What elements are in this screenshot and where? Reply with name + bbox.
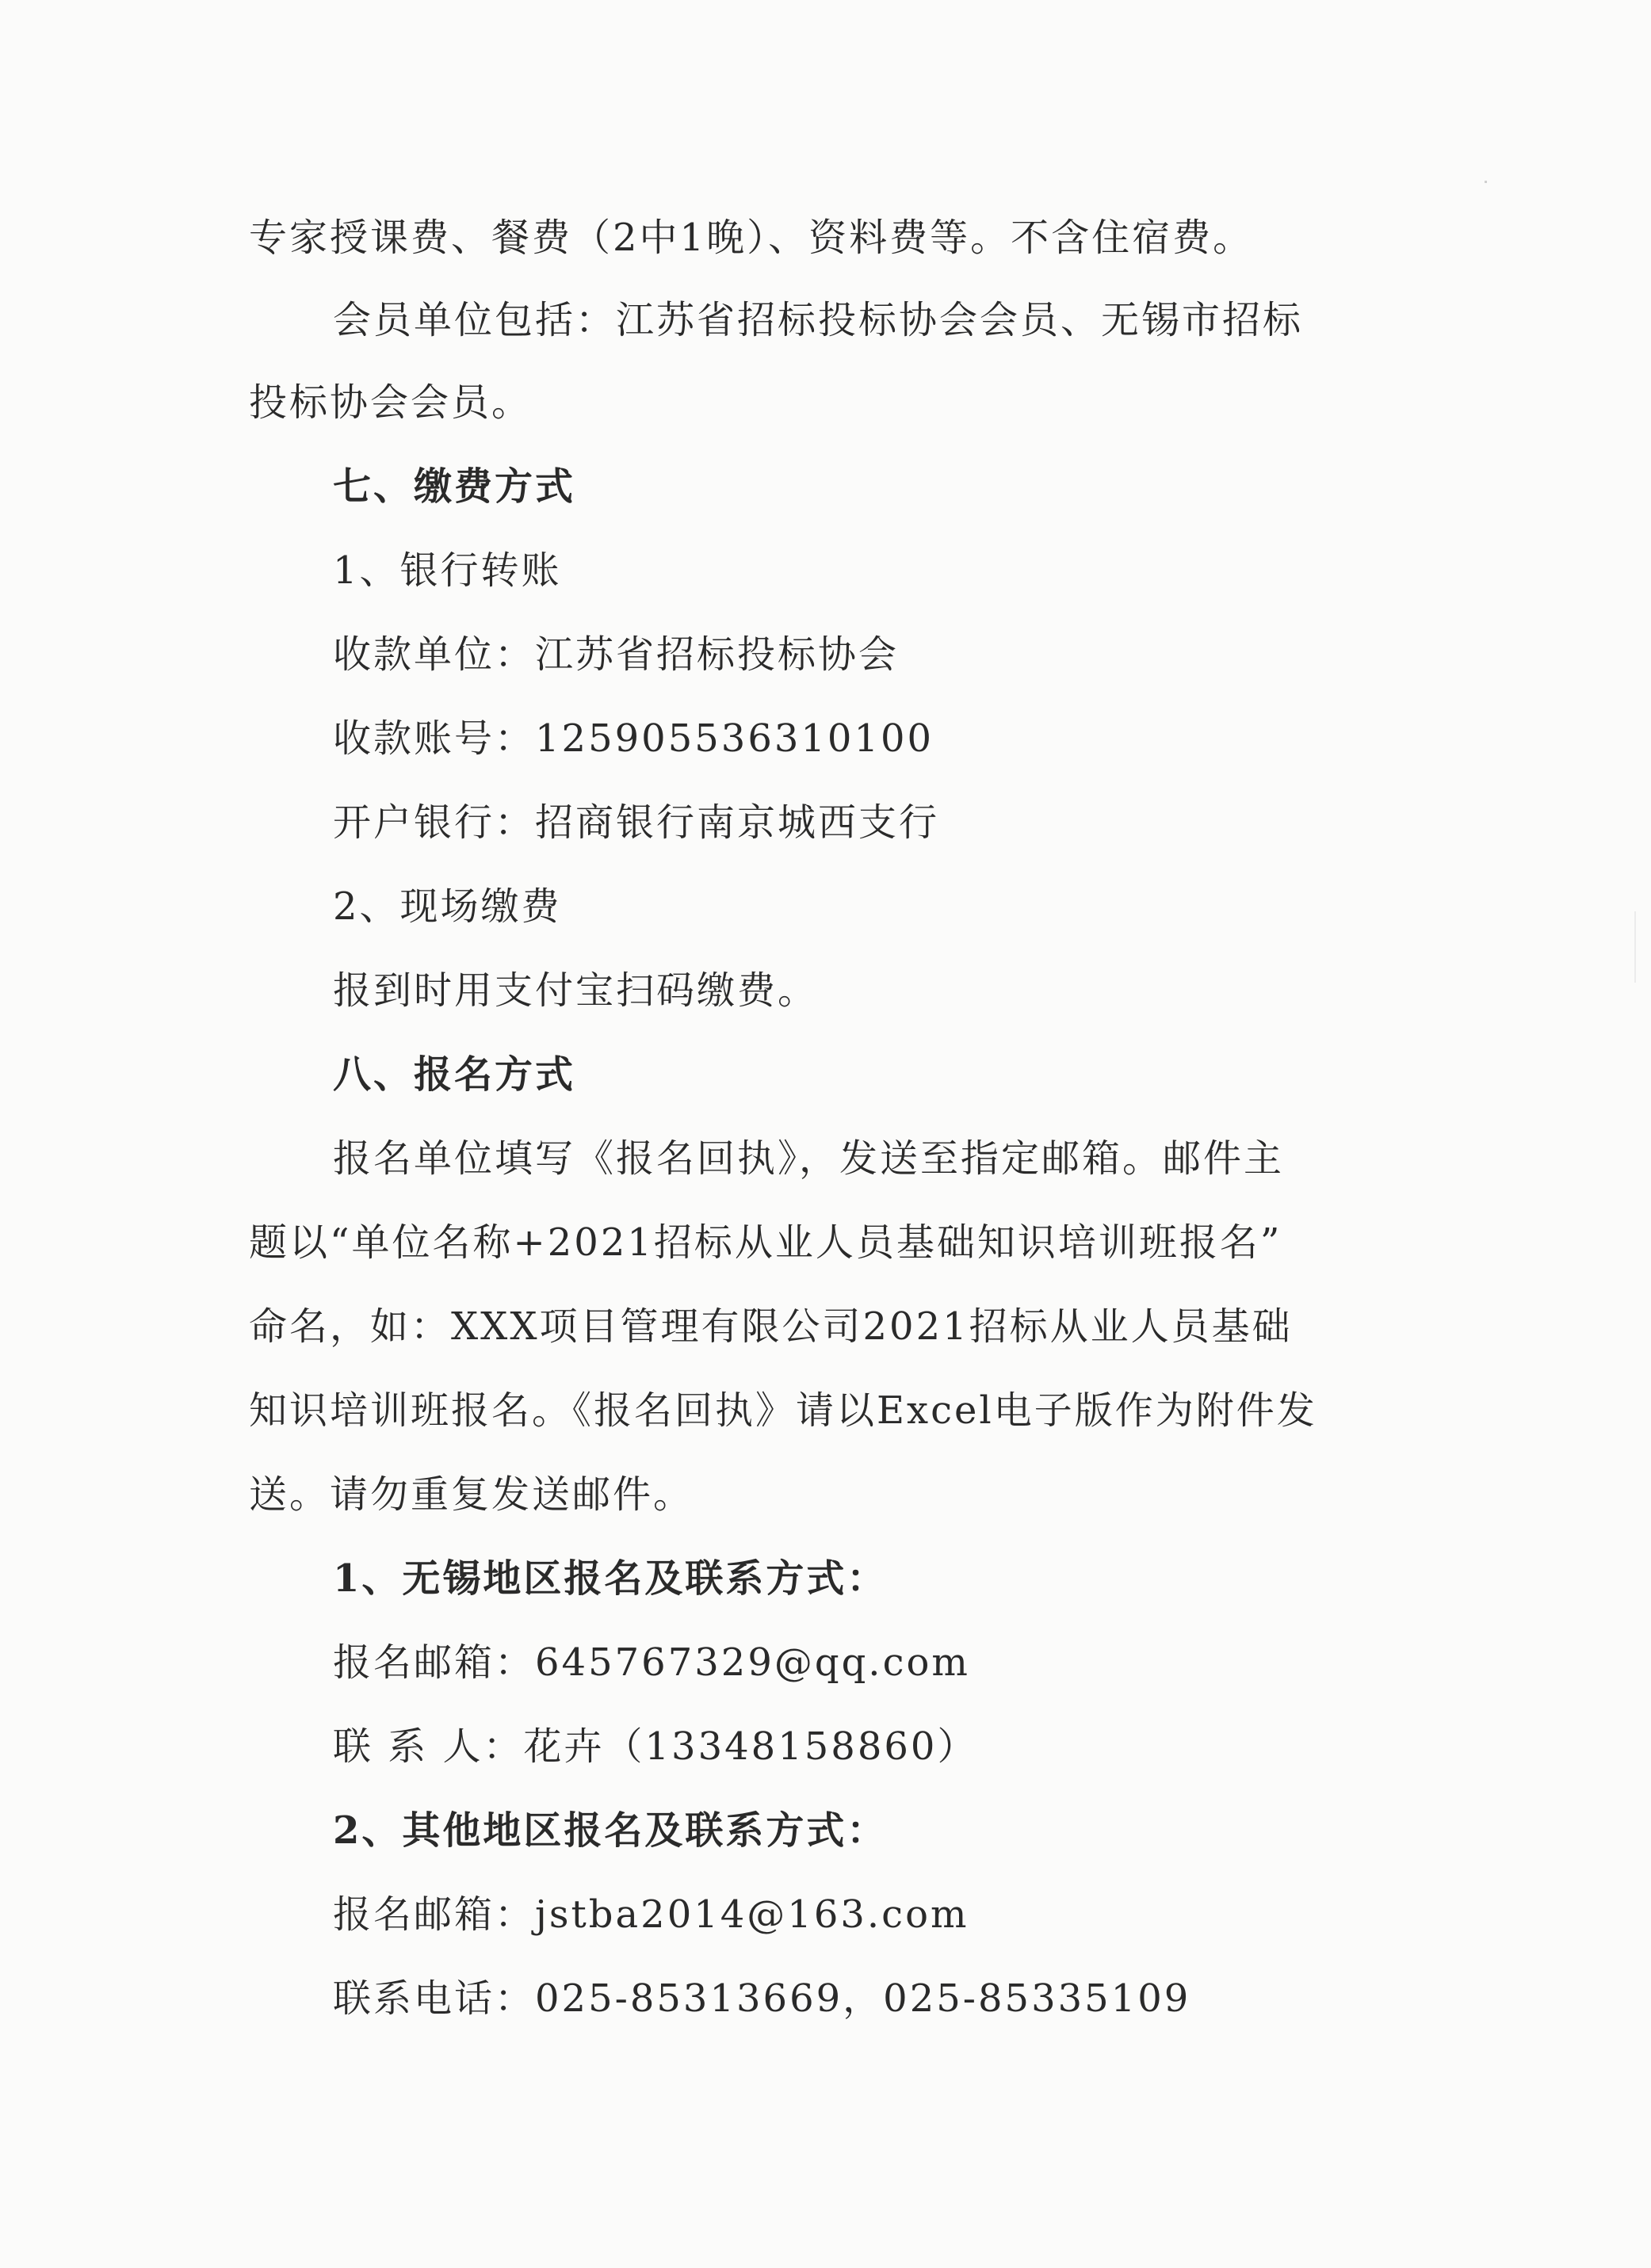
- onsite-payment-text: 报到时用支付宝扫码缴费。: [333, 968, 819, 1013]
- payee-line: 收款单位：江苏省招标投标协会: [333, 632, 900, 677]
- paragraph-line-members: 会员单位包括：江苏省招标投标协会会员、无锡市招标: [333, 298, 1304, 342]
- other-regions-contact-heading: 2、其他地区报名及联系方式：: [333, 1808, 888, 1853]
- wuxi-email-line: 报名邮箱：645767329@qq.com: [333, 1640, 970, 1685]
- bank-line: 开户银行：招商银行南京城西支行: [333, 800, 940, 845]
- subheading-bank-transfer: 1、银行转账: [333, 548, 562, 593]
- other-regions-phone-line: 联系电话：025-85313669，025-85335109: [333, 1976, 1191, 2021]
- scan-edge-shadow: [1634, 911, 1636, 983]
- registration-paragraph-line-4: 知识培训班报名。《报名回执》请以Excel电子版作为附件发: [249, 1388, 1317, 1433]
- section-heading-registration: 八、报名方式: [333, 1052, 576, 1097]
- other-regions-email-line: 报名邮箱：jstba2014@163.com: [333, 1892, 969, 1937]
- paragraph-line-fees: 专家授课费、餐费（2中1晚）、资料费等。不含住宿费。: [249, 216, 1254, 260]
- registration-paragraph-line-5: 送。请勿重复发送邮件。: [249, 1472, 694, 1517]
- wuxi-contact-heading: 1、无锡地区报名及联系方式：: [333, 1556, 888, 1601]
- registration-paragraph-line-1: 报名单位填写《报名回执》，发送至指定邮箱。邮件主: [333, 1136, 1285, 1181]
- wuxi-contact-person-line: 联 系 人：花卉（13348158860）: [333, 1724, 978, 1769]
- section-heading-payment: 七、缴费方式: [333, 464, 576, 509]
- account-number-line: 收款账号：125905536310100: [333, 716, 934, 761]
- scan-speck: [1485, 181, 1487, 183]
- paragraph-line-members-cont: 投标协会会员。: [249, 380, 533, 425]
- subheading-onsite-payment: 2、现场缴费: [333, 884, 562, 929]
- registration-paragraph-line-2: 题以“单位名称+2021招标从业人员基础知识培训班报名”: [249, 1220, 1282, 1265]
- registration-paragraph-line-3: 命名，如：XXX项目管理有限公司2021招标从业人员基础: [249, 1304, 1293, 1349]
